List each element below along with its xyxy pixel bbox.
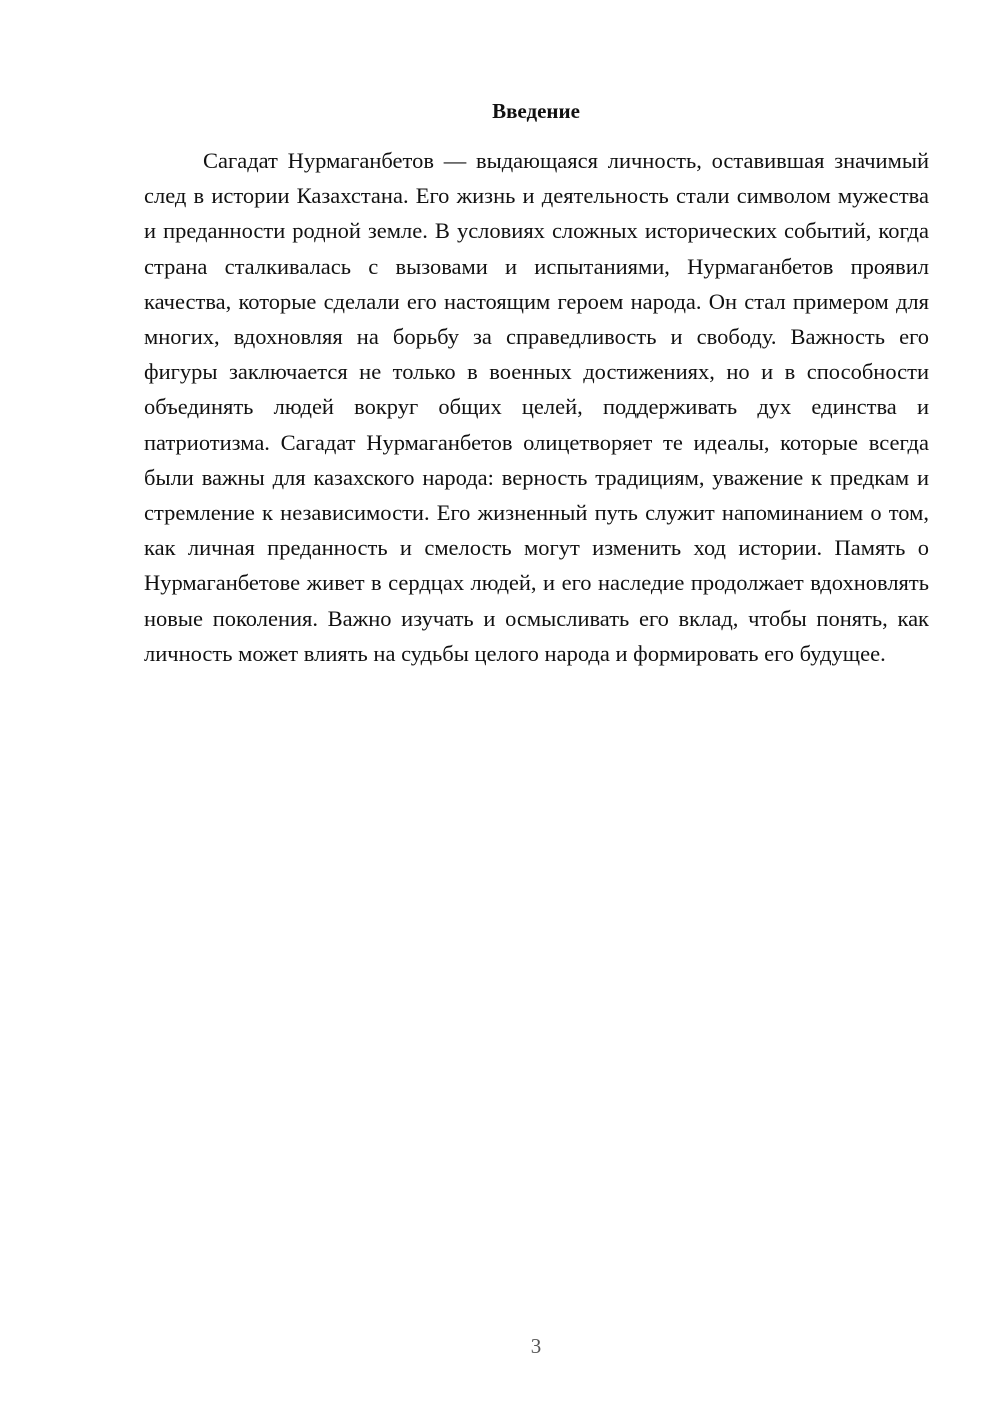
section-heading: Введение bbox=[492, 99, 580, 123]
body-paragraph: Сагадат Нурмаганбетов — выдающаяся личность, оставившая значимый след в истории Казахстана. Его жизнь и деятельность стали символом мужества и преданности родной земле. В условиях сложных исторических событий, когда страна сталкивалась с вызовами и испытаниями, Нурмаганбетов проявил качества, которые сделали его настоящим героем народа. Он стал примером для многих, вдохновляя на борьбу за справедливость и свободу. Важность его фигуры заключается не только в военных достижениях, но и в способности объединять людей вокруг общих целей, поддерживать дух единства и патриотизма. Сагадат Нурмаганбетов олицетворяет те идеалы, которые всегда были важны для казахского народа: верность традициям, уважение к предкам и стремление к независимости. Его жизненный путь служит напоминанием о том, как личная преданность и смелость могут изменить ход истории. Память о Нурмаганбетове живет в сердцах людей, и его наследие продолжает вдохновлять новые поколения. Важно изучать и осмысливать его вклад, чтобы понять, как личность может влиять на судьбы целого народа и формировать его будущее. bbox=[144, 148, 929, 666]
page-number: 3 bbox=[530, 1334, 542, 1358]
